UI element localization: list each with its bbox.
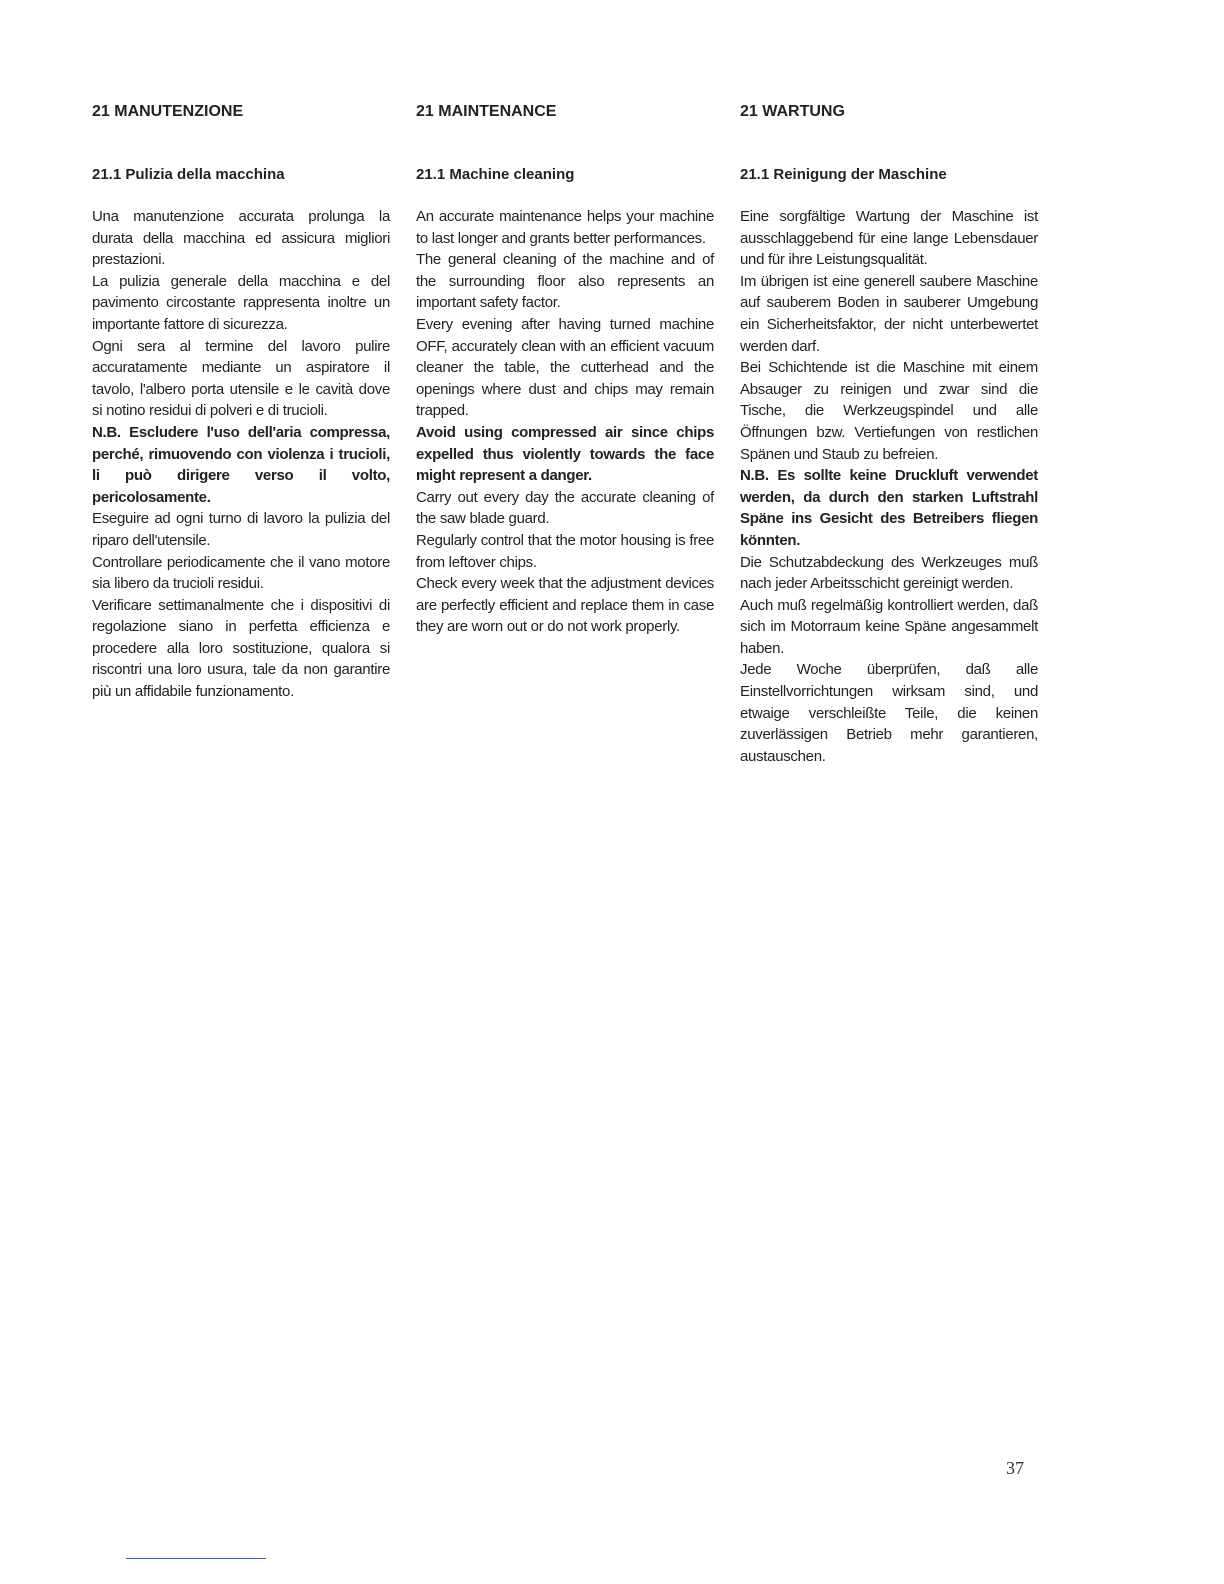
page-number: 37 bbox=[1006, 1458, 1024, 1478]
subsection-title: 21.1 Pulizia della macchina bbox=[92, 166, 285, 183]
body-text bbox=[92, 206, 390, 703]
column-german bbox=[740, 100, 1038, 765]
paragraph: Die Schutzabdeckung des Werkzeuges muß nach jeder Arbeitsschicht gereinigt werden. bbox=[740, 553, 1038, 593]
footer-rule bbox=[126, 1558, 266, 1559]
paragraph: Eseguire ad ogni turno di lavoro la pulizia del riparo dell'utensile. bbox=[92, 510, 390, 549]
warning-paragraph: N.B. Escludere l'uso dell'aria compressa, perché, rimuovendo con violenza i trucioli, li può dirigere verso il volto, pericolosamente. bbox=[92, 423, 390, 506]
paragraph: An accurate maintenance helps your machine to last longer and grants better performances. bbox=[416, 208, 714, 247]
paragraph: Im übrigen ist eine generell saubere Maschine auf sauberem Boden in sauberer Umgebung ein Sicherheitsfaktor, der nicht unterbewertet werden darf. bbox=[740, 272, 1038, 355]
paragraph: The general cleaning of the machine and of the surrounding floor also represents an important safety factor. bbox=[416, 251, 714, 312]
paragraph: Controllare periodicamente che il vano motore sia libero da trucioli residui. bbox=[92, 553, 390, 593]
subsection-title: 21.1 Reinigung der Maschine bbox=[740, 166, 947, 183]
body-text bbox=[416, 206, 714, 638]
paragraph: Verificare settimanalmente che i dispositivi di regolazione siano in perfetta efficienza e procedere alla loro sostituzione, qualora si riscontri una loro usura, tale da non garantire più un affidabile funzionamento. bbox=[92, 596, 390, 701]
paragraph: Bei Schichtende ist die Maschine mit einem Absauger zu reinigen und zwar sind die Tische, die Werkzeugspindel und alle Öffnungen bzw. Vertiefungen von restlichen Spänen und Staub zu befreien. bbox=[740, 359, 1038, 463]
paragraph: Every evening after having turned machine OFF, accurately clean with an efficient vacuum cleaner the table, the cutterhead and the openings where dust and chips may remain trapped. bbox=[416, 315, 714, 420]
paragraph: Una manutenzione accurata prolunga la durata della macchina ed assicura migliori prestazioni. bbox=[92, 208, 390, 269]
section-title: 21 MAINTENANCE bbox=[416, 103, 557, 120]
paragraph: Auch muß regelmäßig kontrolliert werden, daß sich im Motorraum keine Späne angesammelt haben. bbox=[740, 596, 1038, 657]
warning-paragraph: N.B. Es sollte keine Druckluft verwendet werden, da durch den starken Luftstrahl Späne ins Gesicht des Betreibers fliegen könnten. bbox=[740, 467, 1038, 549]
subsection-title: 21.1 Machine cleaning bbox=[416, 166, 575, 183]
paragraph: Ogni sera al termine del lavoro pulire accuratamente mediante un aspiratore il tavolo, l'albero porta utensile e le cavità dove si notino residui di polveri e di trucioli. bbox=[92, 337, 390, 420]
column-italian bbox=[92, 100, 390, 701]
paragraph: Eine sorgfältige Wartung der Maschine ist ausschlaggebend für eine lange Lebensdauer und für ihre Leistungsqualität. bbox=[740, 208, 1038, 269]
paragraph: Check every week that the adjustment devices are perfectly efficient and replace them in case they are worn out or do not work properly. bbox=[416, 575, 714, 636]
paragraph: La pulizia generale della macchina e del pavimento circostante rappresenta inoltre un importante fattore di sicurezza. bbox=[92, 272, 390, 333]
paragraph: Jede Woche überprüfen, daß alle Einstellvorrichtungen wirksam sind, und etwaige verschleißte Teile, die keinen zuverlässigen Betrieb mehr garantieren, austauschen. bbox=[740, 661, 1038, 765]
column-english bbox=[416, 100, 714, 636]
warning-paragraph: Avoid using compressed air since chips expelled thus violently towards the face might represent a danger. bbox=[416, 423, 714, 485]
body-text bbox=[740, 206, 1038, 767]
paragraph: Carry out every day the accurate cleaning of the saw blade guard. bbox=[416, 488, 714, 528]
paragraph: Regularly control that the motor housing is free from leftover chips. bbox=[416, 531, 714, 571]
section-title: 21 WARTUNG bbox=[740, 103, 845, 120]
section-title: 21 MANUTENZIONE bbox=[92, 103, 244, 120]
